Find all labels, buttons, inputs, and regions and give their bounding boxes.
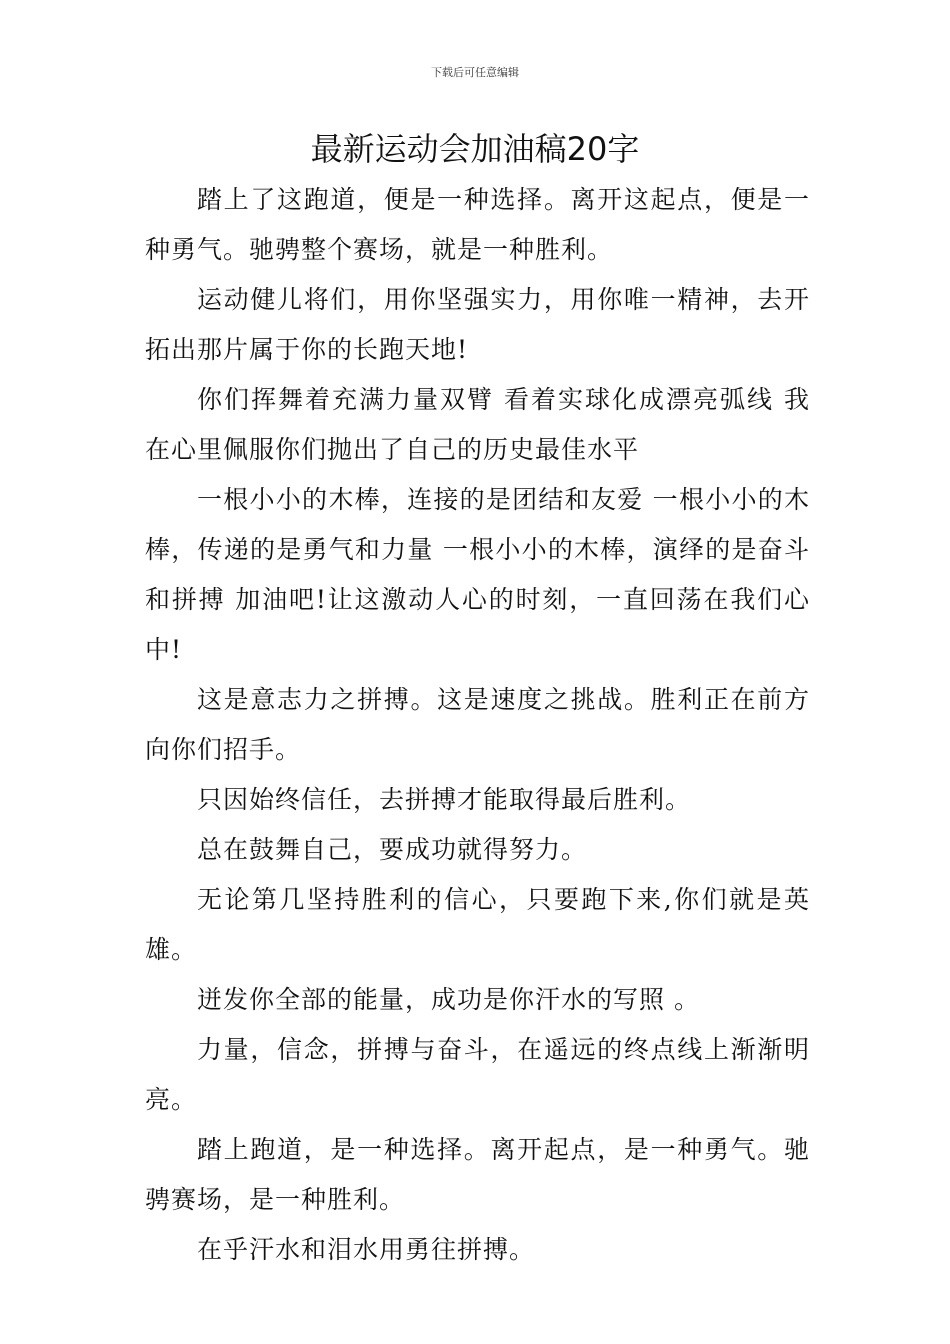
paragraph: 只因始终信任，去拼搏才能取得最后胜利。 — [197, 785, 692, 814]
paragraph: 一根小小的木棒，连接的是团结和友爱 一根小小的木棒，传递的是勇气和力量 一根小小的木棒，演绎的是奋斗和拼搏 加油吧!让这激动人心的时刻，一直回荡在我们心中! — [145, 485, 810, 664]
paragraph: 踏上了这跑道，便是一种选择。离开这起点，便是一种勇气。驰骋整个赛场，就是一种胜利。 — [145, 185, 810, 264]
paragraph: 总在鼓舞自己，要成功就得努力。 — [197, 835, 588, 864]
paragraph: 你们挥舞着充满力量双臂 看着实球化成漂亮弧线 我在心里佩服你们抛出了自己的历史最佳水平 — [145, 385, 810, 464]
document-title: 最新运动会加油稿20字 — [310, 130, 640, 168]
paragraph: 迸发你全部的能量，成功是你汗水的写照 。 — [197, 985, 700, 1014]
header-note: 下载后可任意编辑 — [431, 66, 519, 79]
paragraph: 踏上跑道，是一种选择。离开起点，是一种勇气。驰骋赛场，是一种胜利。 — [145, 1135, 810, 1214]
paragraph: 运动健儿将们，用你坚强实力，用你唯一精神，去开拓出那片属于你的长跑天地! — [145, 285, 810, 364]
paragraph: 力量，信念，拼搏与奋斗，在遥远的终点线上渐渐明亮。 — [145, 1035, 810, 1114]
document-body — [145, 175, 810, 1275]
paragraph: 这是意志力之拼搏。这是速度之挑战。胜利正在前方向你们招手。 — [145, 685, 810, 764]
paragraph: 在乎汗水和泪水用勇往拼搏。 — [197, 1235, 536, 1264]
paragraph: 无论第几坚持胜利的信心，只要跑下来,你们就是英雄。 — [145, 885, 810, 964]
